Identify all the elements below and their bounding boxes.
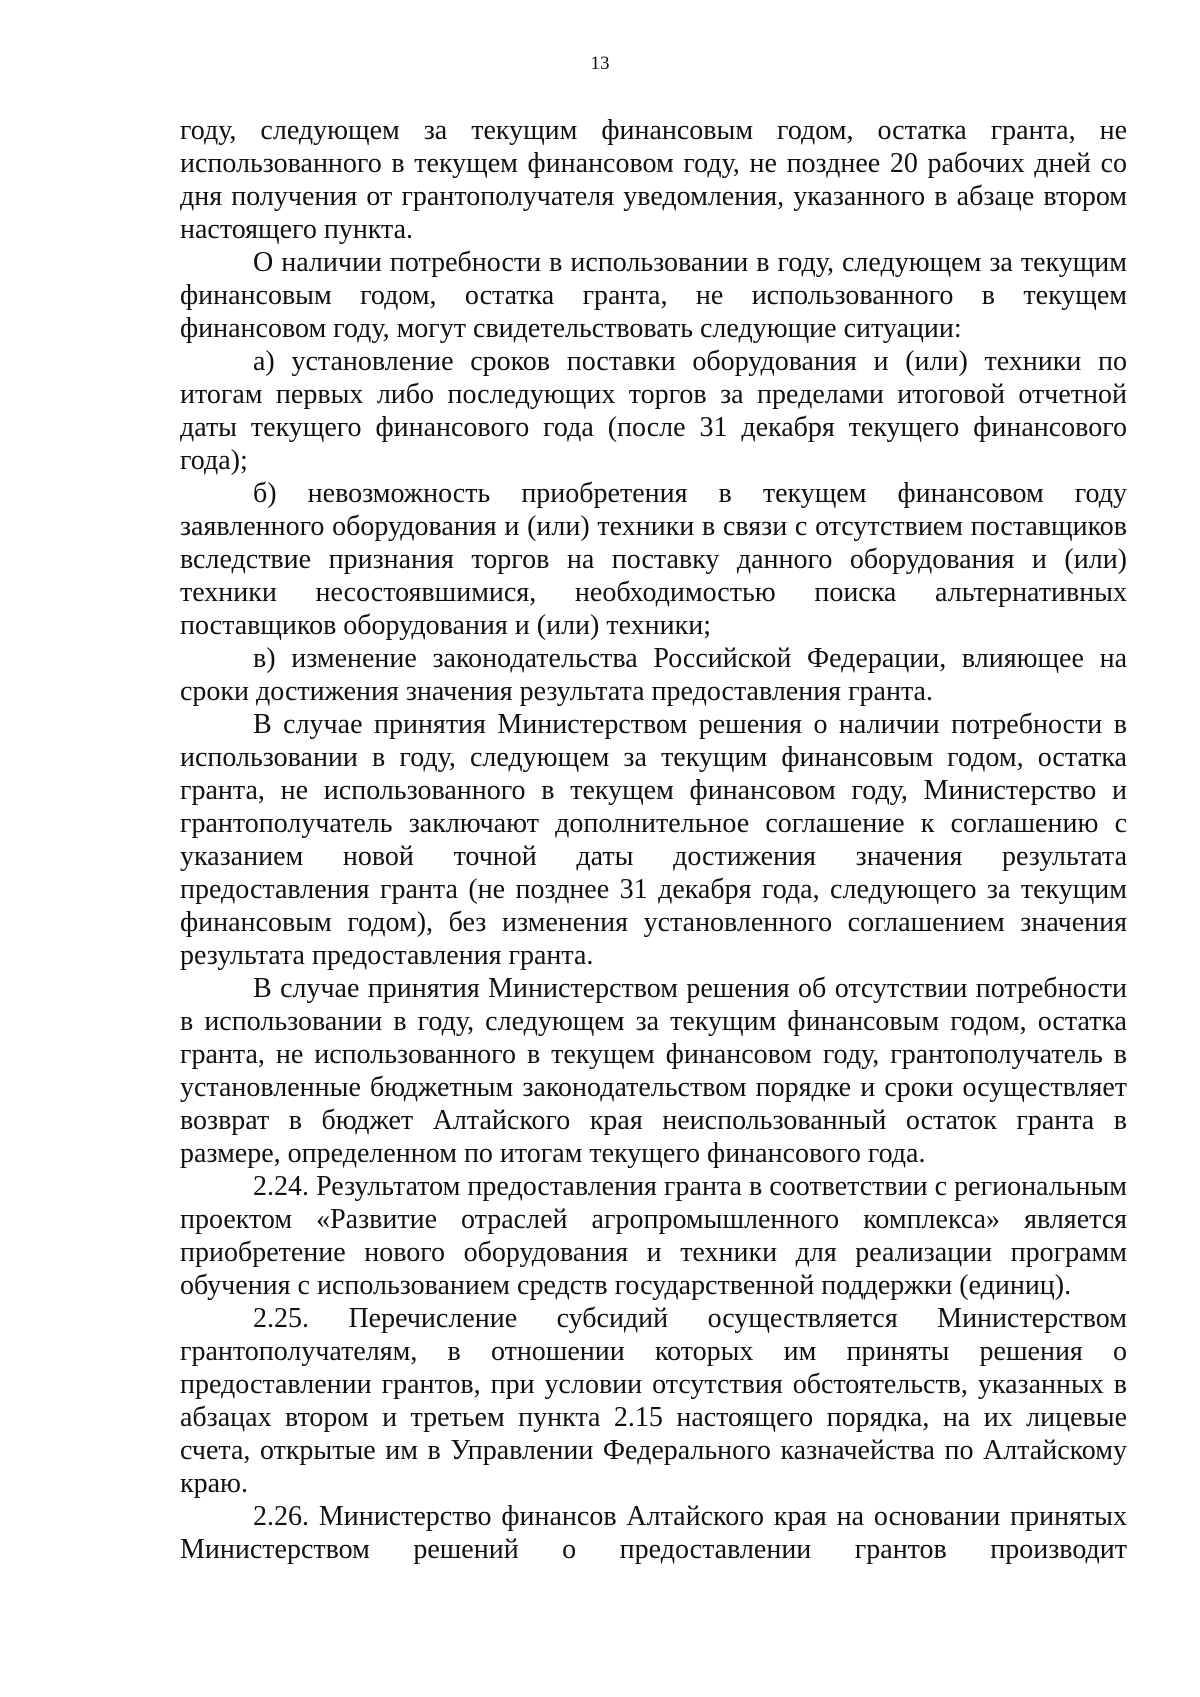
paragraph-item-v: в) изменение законодательства Российской Федерации, влияющее на сроки достижения значения результата предоставления гранта. xyxy=(180,643,1127,707)
paragraph-2-24: 2.24. Результатом предоставления гранта в соответствии с региональным проектом «Развитие отраслей агропромышленного комплекса» является приобретение нового оборудования и техники для реализации программ обучения с использованием средств государственной поддержки (единиц). xyxy=(180,1171,1127,1301)
paragraph-2-26: 2.26. Министерство финансов Алтайского края на основании принятых Министерством решений о предоставлении грантов производит xyxy=(180,1501,1127,1565)
paragraph-item-b: б) невозможность приобретения в текущем финансовом году заявленного оборудования и (или) техники в связи с отсутствием поставщиков вследствие признания торгов на поставку данного оборудования и (или) техники несостоявшимися, необходимостью поиска альтернативных поставщиков оборудования и (или) техники; xyxy=(180,478,1127,641)
document-body xyxy=(180,114,1127,1566)
paragraph-need-situations: О наличии потребности в использовании в году, следующем за текущим финансовым годом, остатка гранта, не использованного в текущем финансовом году, могут свидетельствовать следующие ситуации: xyxy=(180,247,1127,344)
paragraph-decision-no-need: В случае принятия Министерством решения об отсутствии потребности в использовании в году, следующем за текущим финансовым годом, остатка гранта, не использованного в текущем финансовом году, грантополучатель в установленные бюджетным законодательством порядке и сроки осуществляет возврат в бюджет Алтайского края неиспользованный остаток гранта в размере, определенном по итогам текущего финансового года. xyxy=(180,973,1127,1169)
page-number: 13 xyxy=(590,53,610,74)
paragraph-continuation: году, следующем за текущим финансовым годом, остатка гранта, не использованного в текущем финансовом году, не позднее 20 рабочих дней со дня получения от грантополучателя уведомления, указанного в абзаце втором настоящего пункта. xyxy=(180,115,1127,245)
paragraph-2-25: 2.25. Перечисление субсидий осуществляется Министерством грантополучателям, в отношении которых им приняты решения о предоставлении грантов, при условии отсутствия обстоятельств, указанных в абзацах втором и третьем пункта 2.15 настоящего порядка, на их лицевые счета, открытые им в Управлении Федерального казначейства по Алтайскому краю. xyxy=(180,1303,1127,1499)
paragraph-item-a: а) установление сроков поставки оборудования и (или) техники по итогам первых либо последующих торгов за пределами итоговой отчетной даты текущего финансового года (после 31 декабря текущего финансового года); xyxy=(180,346,1127,476)
paragraph-decision-need: В случае принятия Министерством решения о наличии потребности в использовании в году, следующем за текущим финансовым годом, остатка гранта, не использованного в текущем финансовом году, Министерство и грантополучатель заключают дополнительное соглашение к соглашению с указанием новой точной даты достижения значения результата предоставления гранта (не позднее 31 декабря года, следующего за текущим финансовым годом), без изменения установленного соглашением значения результата предоставления гранта. xyxy=(180,709,1127,971)
